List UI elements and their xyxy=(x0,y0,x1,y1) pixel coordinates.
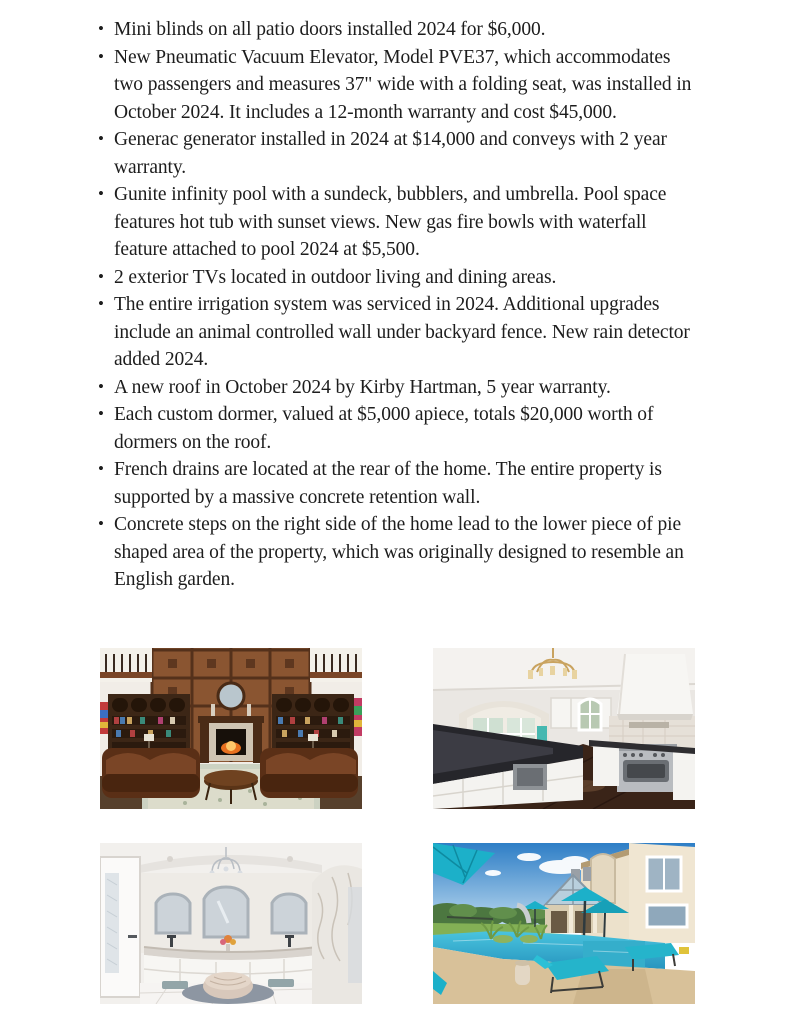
feature-item: • New Pneumatic Vacuum Elevator, Model PVE37, which accommodates two passengers and measures 37" wide with a folding seat, was installed in October 2024. It includes a 12-month warranty and cost $45,000. xyxy=(97,44,703,127)
features-list xyxy=(97,16,703,594)
feature-item: • The entire irrigation system was serviced in 2024. Additional upgrades include an animal controlled wall under backyard fence. New rain detector added 2024. xyxy=(97,291,703,374)
feature-item: • Mini blinds on all patio doors installed 2024 for $6,000. xyxy=(97,16,703,44)
feature-item: • Generac generator installed in 2024 at $14,000 and conveys with 2 year warranty. xyxy=(97,126,703,181)
feature-item: • Concrete steps on the right side of the home lead to the lower piece of pie shaped area of the property, which was originally designed to resemble an English garden. xyxy=(97,511,703,594)
photo-kitchen xyxy=(433,648,695,809)
feature-item: • Each custom dormer, valued at $5,000 apiece, totals $20,000 worth of dormers on the roof. xyxy=(97,401,703,456)
feature-item: • A new roof in October 2024 by Kirby Hartman, 5 year warranty. xyxy=(97,374,703,402)
photo-living-room xyxy=(100,648,362,809)
feature-item: • Gunite infinity pool with a sundeck, bubblers, and umbrella. Pool space features hot tub with sunset views. New gas fire bowls with waterfall feature attached to pool 2024 at $5,500. xyxy=(97,181,703,264)
photo-bathroom xyxy=(100,843,362,1004)
feature-item: • French drains are located at the rear of the home. The entire property is supported by a massive concrete retention wall. xyxy=(97,456,703,511)
photo-pool xyxy=(433,843,695,1004)
feature-item: • 2 exterior TVs located in outdoor living and dining areas. xyxy=(97,264,703,292)
